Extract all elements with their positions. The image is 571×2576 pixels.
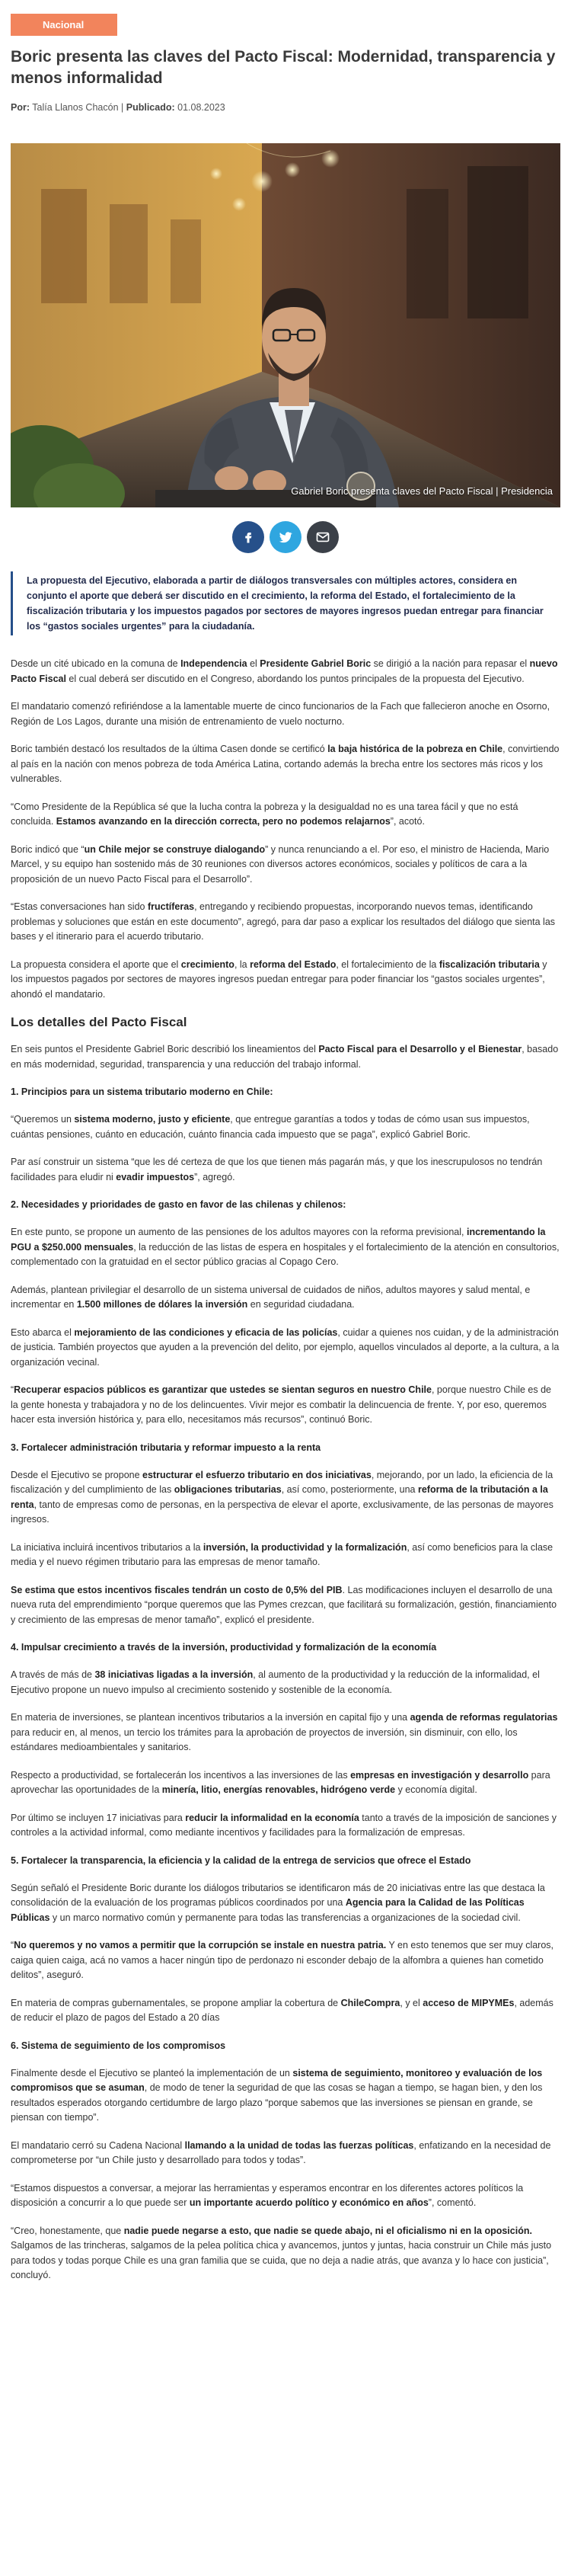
article-lead [11,571,560,635]
text-run: Por último se incluyen 17 iniciativas para [11,1812,186,1823]
paragraph [11,2181,560,2211]
author-label: Por: [11,102,30,113]
emphasis-text: fiscalización tributaria [439,958,540,970]
text-run: para reducir en, al menos, un tercio los trámites para la aprobación de proyectos de inversión, sin disminuir, con ello, los estándares medioambientales y sanitarios. [11,1726,518,1752]
text-run: El mandatario cerró su Cadena Nacional [11,2139,185,2151]
text-run: para aprovechar las oportunidades de la [11,1769,550,1795]
subsection-heading [11,1640,560,1655]
text-run: el cual deberá ser discutido en el Congreso, abordando los puntos principales de la propuesta del Ejecutivo. [65,673,525,684]
facebook-icon [241,530,255,544]
text-run: 2. Necesidades y prioridades de gasto en favor de las chilenas y chilenos: [11,1199,346,1210]
article-meta [11,102,560,113]
emphasis-text: incrementando la PGU a $250.000 mensuales [11,1227,546,1253]
share-facebook-button[interactable] [232,521,264,553]
text-run: , cuidar a quienes nos cuidan, y de la administración de justicia. También proyectos que ayuden a la prevención del delito, por ejemplo, aquellos vinculados al deporte, a la cultura, a la organización vecinal. [11,1326,560,1368]
emphasis-text: acceso de MIPYMEs [423,1997,515,2008]
text-run: En seis puntos el Presidente Gabriel Boric describió los lineamientos del [11,1044,319,1054]
published-label: Publicado: [126,102,175,113]
text-run: , y el [400,1997,423,2008]
text-run: ” y nunca renunciando a el. Por eso, el ministro de Hacienda, Mario Marcel, y su equipo han sostenido más de 30 reuniones con diversos actores económicos, sociales y políticos de cara a la proposición de un nuevo Pacto Fiscal para el Desarrollo”. [11,843,550,885]
hero-caption: Gabriel Boric presenta claves del Pacto Fiscal | Presidencia [291,485,553,497]
emphasis-text: No queremos y no vamos a permitir que la corrupción se instale en nuestra patria. [14,1940,387,1950]
paragraph [11,1283,560,1313]
text-run: A través de más de [11,1669,95,1680]
share-twitter-button[interactable] [270,521,301,553]
paragraph [11,2224,560,2283]
text-run: y un marco normativo común y permanente para todas las transferencias a organizaciones de la sociedad civil. [49,1912,521,1923]
text-run: , así como beneficios para la clase media y el nuevo régimen tributario para las empresas de menor tamaño. [11,1541,553,1567]
text-run: “Estamos dispuestos a conversar, a mejorar las herramientas y esperamos encontrar en los diferentes actores políticos la disposición a concurrir a lo que puede ser [11,2182,524,2208]
emphasis-text: ChileCompra [340,1997,400,2008]
text-run: , porque nuestro Chile es de la gente honesta y trabajadora y no de los delincuentes. Vivir mejor es combatir la delincuencia de frente. Y, por eso, queremos hacer esta inversión histórica y, para ello, necesitamos más recursos”, continuó Boric. [11,1384,552,1425]
text-run: “Creo, honestamente, que [11,2225,124,2236]
paragraph [11,1668,560,1698]
emphasis-text: un Chile mejor se construye dialogando [84,843,266,855]
paragraph [11,1326,560,1371]
text-run: La propuesta considera el aporte que el [11,958,181,970]
text-run: , el fortalecimiento de la [336,958,439,970]
subsection-heading [11,1198,560,1212]
text-run: Además, plantean privilegiar el desarrollo de un sistema universal de cuidados de niños, adultos mayores y salud mental, e incrementar en [11,1284,531,1310]
emphasis-text: Se estima que estos incentivos fiscales tendrán un costo de 0,5% del PIB [11,1584,343,1595]
text-run: 3. Fortalecer administración tributaria y reformar impuesto a la renta [11,1442,321,1453]
text-run: , la [234,958,250,970]
paragraph [11,1225,560,1270]
emphasis-text: crecimiento [180,958,234,970]
emphasis-text: reforma de la tributación a la renta [11,1484,548,1510]
article-headline: Boric presenta las claves del Pacto Fiscal: Modernidad, transparencia y menos informalidad [11,48,556,87]
text-run: ”, comentó. [428,2197,477,2208]
twitter-icon [278,530,293,545]
emphasis-text: llamando a la unidad de todas las fuerzas políticas [184,2139,414,2151]
emphasis-text: sistema de seguimiento, monitoreo y evaluación de los compromisos que se asuman [11,2067,543,2093]
emphasis-text: Recuperar espacios públicos es garantizar que ustedes se sientan seguros en nuestro Chile [14,1384,432,1395]
text-run: “Como Presidente de la República sé que la lucha contra la pobreza y la desigualdad no es una tarea fácil y que no está concluida. [11,801,518,827]
text-run: , mejorando, por un lado, la eficiencia de la fiscalización y del cumplimiento de las [11,1469,553,1495]
text-run: , tanto de empresas como de personas, en la perspectiva de elevar el aporte, exclusivamente, de las personas de mayores ingresos. [11,1499,553,1525]
share-bar [11,521,560,553]
text-run: En materia de inversiones, se plantean incentivos tributarios a la inversión en capital fijo y una [11,1712,410,1723]
share-email-button[interactable] [307,521,339,553]
paragraph [11,958,560,1003]
text-run: , además de reducir el plazo de pagos del Estado a 20 días [11,1997,553,2023]
text-run: Par así construir un sistema “que les dé certeza de que los que tienen más pagarán más, y que los inescrupulosos no tendrán facilidades para eludir ni [11,1157,543,1182]
paragraph [11,1881,560,1926]
paragraph [11,1112,560,1142]
meta-separator: | [121,102,124,113]
text-run: 5. Fortalecer la transparencia, la eficiencia y la calidad de la entrega de servicios que ofrece el Estado [11,1854,471,1866]
text-run: , la reducción de las listas de espera en hospitales y el fortalecimiento de la atención en consultorios, complementado con la gratuidad en el sector público gracias al Copago Cero. [11,1241,560,1267]
paragraph [11,2066,560,2126]
text-run: , de modo de tener la seguridad de que las cosas se hagan a tiempo, se hagan bien, y den los resultados esperados otorgando certidumbre de largo plazo “porque sabemos que las inversiones se piensan en grande, se piensan con tiempo”. [11,2082,543,2123]
paragraph [11,900,560,945]
emphasis-text: evadir impuestos [116,1171,195,1182]
emphasis-text: sistema moderno, justo y eficiente [74,1114,231,1125]
text-run: tanto a través de la imposición de sanciones y controles a la actividad informal, como mediante incentivos y facilidades para la formalización de empresas. [11,1812,557,1838]
text-run: , así como, posteriormente, una [281,1484,418,1495]
emphasis-text: obligaciones tributarias [174,1484,282,1495]
author-name: Talía Llanos Chacón [32,102,119,113]
emphasis-text: inversión, la productividad y la formalización [203,1541,407,1553]
text-run: En materia de compras gubernamentales, se propone ampliar la cobertura de [11,1997,341,2008]
text-run: Salgamos de las trincheras, salgamos de la pelea política chica y avancemos, juntos y juntas, hacia construir un Chile más justo para todos y todas porque Chile es una gran familia que se cuida, que no deja a nadie atrás, que avanza y lo hace con justicia”, concluyó. [11,2240,552,2280]
text-run: “ [11,1940,14,1950]
paragraph [11,699,560,729]
emphasis-text: nuevo Pacto Fiscal [11,658,558,684]
emphasis-text: Agencia para la Calidad de las Políticas Públicas [11,1897,525,1923]
text-run: se dirigió a la nación para repasar el [371,658,530,669]
hero-image [11,143,560,507]
text-run: Finalmente desde el Ejecutivo se planteó la implementación de un [11,2067,293,2078]
paragraph [11,1383,560,1428]
published-date: 01.08.2023 [177,102,225,113]
paragraph [11,742,560,787]
paragraph [11,1468,560,1528]
emphasis-text: Independencia [180,658,247,669]
paragraph [11,657,560,686]
text-run: Y en esto tenemos que ser muy claros, caiga quien caiga, acá no vamos a hacer ningún tipo de perdonazo ni esconder debajo de la alfombra a quienes han cometido delitos”, aseguró. [11,1940,554,1980]
emphasis-text: estructurar el esfuerzo tributario en dos iniciativas [142,1469,372,1480]
paragraph [11,1996,560,2026]
paragraph [11,2139,560,2168]
text-run: . Las modificaciones incluyen el desarrollo de una nueva ruta del emprendimiento “porque queremos que las Pymes crezcan, que facilitará su formalización, gestión, financiamiento y crecimiento de las empresas de menor tamaño”, explicó el presidente. [11,1584,557,1625]
emphasis-text: mejoramiento de las condiciones y eficacia de las policías [74,1326,338,1338]
text-run: Desde un cité ubicado en la comuna de [11,658,181,669]
text-run: 4. Impulsar crecimiento a través de la inversión, productividad y formalización de la economía [11,1642,437,1653]
text-run: , enfatizando en la necesidad de comprometerse por “un Chile justo y desarrollado para todos y todas”. [11,2139,551,2165]
text-run: La propuesta del Ejecutivo, elaborada a partir de diálogos transversales con múltiples actores, considera en conjunto el aporte que deberá ser discutido en el crecimiento, la reforma del Estado, el fortalecimiento de la fiscalización tributaria y los impuestos pagados por sectores de mayores ingresos puedan entregar para financiar los “gastos sociales urgentes” para la ciudadanía. [27,575,544,632]
paragraph [11,1811,560,1841]
emphasis-text: Pacto Fiscal para el Desarrollo y el Bienestar [318,1044,522,1054]
text-run: Boric indicó que “ [11,843,85,855]
emphasis-text: agenda de reformas regulatorias [410,1712,558,1723]
text-run: , que entregue garantías a todos y todas de cómo usan sus impuestos, cuántas pensiones, cuánto en educación, cuánto financia cada impuesto que se paga”, explicó Gabriel Boric. [11,1114,530,1140]
paragraph [11,1155,560,1185]
text-run: El mandatario comenzó refiriéndose a la lamentable muerte de cinco funcionarios de la Fach que fallecieron anoche en Osorno, Región de Los Lagos, durante una misión de entrenamiento de vuelo nocturno. [11,701,550,727]
emphasis-text: 1.500 millones de dólares la inversión [76,1299,248,1310]
text-run: Esto abarca el [11,1326,75,1338]
emphasis-text: empresas en investigación y desarrollo [350,1769,529,1781]
text-run: Según señaló el Presidente Boric durante los diálogos tributarios se identificaron más de 20 iniciativas entre las que destaca la consolidación de la evaluación de los programas públicos coordinados por una [11,1882,545,1908]
text-run: Respecto a productividad, se fortalecerán los incentivos a las inversiones de las [11,1769,351,1781]
emphasis-text: minería, litio, energías renovables, hidrógeno verde [161,1784,396,1795]
emphasis-text: la baja histórica de la pobreza en Chile [327,744,503,754]
emphasis-text: fructíferas [147,901,195,912]
text-run: y economía digital. [395,1784,477,1795]
paragraph [11,1541,560,1570]
text-run: Los detalles del Pacto Fiscal [11,1015,187,1029]
subsection-heading [11,2039,560,2053]
paragraph [11,800,560,830]
text-run: ”, acotó. [390,816,425,827]
text-run: , al aumento de la productividad y la reducción de la informalidad, el Ejecutivo propone un nuevo impulso al crecimiento sostenido y sostenible de la economía. [11,1669,540,1695]
paragraph [11,843,560,888]
emphasis-text: reforma del Estado [250,958,337,970]
hero-photo-illustration [11,143,560,507]
subsection-heading [11,1854,560,1868]
emphasis-text: Presidente Gabriel Boric [260,658,372,669]
section-heading [11,1015,560,1030]
subsection-heading [11,1441,560,1455]
text-run: ”, agregó. [194,1171,235,1182]
text-run: “Queremos un [11,1114,75,1125]
text-run: y los impuestos pagados por sectores de mayores ingresos puedan entregar para poder financiar los “gastos sociales urgentes”, ahondó el mandatario. [11,958,547,1000]
paragraph [11,1938,560,1983]
paragraph [11,1583,560,1628]
text-run: La iniciativa incluirá incentivos tributarios a la [11,1541,203,1553]
emphasis-text: un importante acuerdo político y económico en años [189,2197,429,2208]
text-run: , entregando y recibiendo propuestas, incorporando nuevos temas, identificando problemas y soluciones que están en este documento”, agregó, para dar paso a explicar los resultados del diálogo que sienta las bases y el itinerario para el acuerdo tributario. [11,901,556,942]
text-run: , convirtiendo al país en la nación con menos pobreza de toda América Latina, cortando además la brecha entre los sectores más ricos y los vulnerables. [11,744,560,784]
text-run: “ [11,1384,14,1395]
text-run: Boric también destacó los resultados de la última Casen donde se certificó [11,744,328,754]
paragraph [11,1042,560,1072]
emphasis-text: reducir la informalidad en la economía [185,1812,359,1823]
subsection-heading [11,1085,560,1099]
text-run: Desde el Ejecutivo se propone [11,1469,143,1480]
text-run: 6. Sistema de seguimiento de los compromisos [11,2040,226,2051]
article-body [11,657,560,2283]
emphasis-text: nadie puede negarse a esto, que nadie se quede abajo, ni el oficialismo ni en la oposición. [123,2225,532,2236]
text-run: el [247,658,260,669]
emphasis-text: Estamos avanzando en la dirección correcta, pero no podemos relajarnos [56,816,391,827]
text-run: En este punto, se propone un aumento de las pensiones de los adultos mayores con la reforma previsional, [11,1227,467,1237]
paragraph [11,1768,560,1798]
text-run: “Estas conversaciones han sido [11,901,148,912]
text-run: , basado en más modernidad, seguridad, transparencia y una reducción del trabajo informal. [11,1044,559,1070]
category-badge[interactable]: Nacional [11,14,117,36]
email-icon [315,530,330,545]
text-run: 1. Principios para un sistema tributario moderno en Chile: [11,1086,273,1097]
paragraph [11,1710,560,1755]
text-run: en seguridad ciudadana. [247,1299,355,1310]
emphasis-text: 38 iniciativas ligadas a la inversión [94,1669,254,1680]
